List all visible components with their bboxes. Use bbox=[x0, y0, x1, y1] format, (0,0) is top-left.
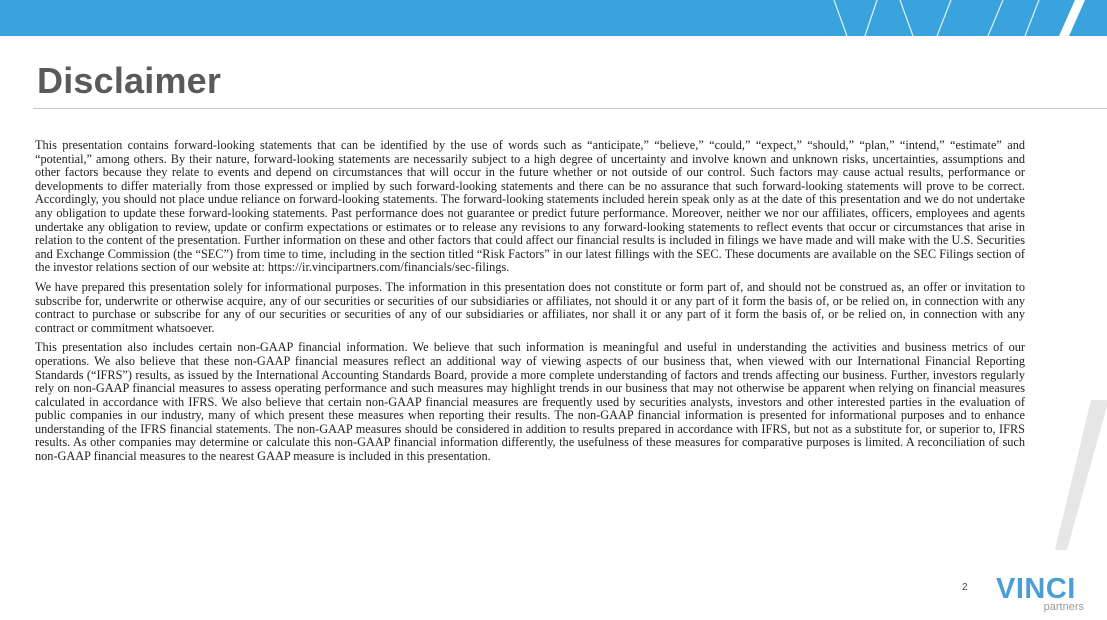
disclaimer-paragraph-informational: We have prepared this presentation solely for informational purposes. The information in this presentation does not constitute or form part of, and should not be construed as, an offer or invitation to subscribe for, underwrite or otherwise acquire, any of our securities or securities of our subsidiaries or affiliates, not should it or any part of it form the basis of, or be relied on, in connection with any contract to purchase or subscribe for any of our securities or securities of any of our subsidiaries or affiliates, nor shall it or any part of it form the basis of, or be relied on, in connection with any contract or commitment whatsoever. bbox=[35, 279, 1025, 335]
vinci-partners-logo bbox=[996, 574, 1088, 614]
logo-wordmark: VINCI bbox=[996, 573, 1076, 605]
header-stripes-decoration bbox=[807, 0, 1107, 36]
page-title: Disclaimer bbox=[37, 60, 222, 101]
logo-subtext: partners bbox=[1043, 601, 1084, 613]
page-number: 2 bbox=[962, 582, 968, 593]
title-divider bbox=[33, 108, 1107, 109]
disclaimer-paragraph-forward-looking: This presentation contains forward-looking statements that can be identified by the use of words such as “anticipate,” “believe,” “could,” “expect,” “should,” “plan,” “intend,” “estimate” and “potential,” among others. By their nature, forward-looking statements are necessarily subject to a high degree of uncertainty and involve known and unknown risks, uncertainties, assumptions and other factors because they relate to events and depend on circumstances that will occur in the future whether or not outside of our control. Such factors may cause actual results, performance or developments to differ materially from those expressed or implied by such forward-looking statements and there can be no assurance that such forward-looking statements will prove to be correct. Accordingly, you should not place undue reliance on forward-looking statements. The forward-looking statements included herein speak only as at the date of this presentation and we do not undertake any obligation to update these forward-looking statements. Past performance does not guarantee or predict future performance. Moreover, neither we nor our affiliates, officers, employees and agents undertake any obligation to review, update or confirm expectations or estimates or to release any revisions to any forward-looking statements to reflect events that occur or circumstances that arise in relation to the content of the presentation. Further information on these and other factors that could affect our financial results is included in filings we have made and will make with the U.S. Securities and Exchange Commission (the “SEC”) from time to time, including in the section titled “Risk Factors” in our latest fillings with the SEC. These documents are available on the SEC Filings section of the investor relations section of our website at: https://ir.vincipartners.com/financials/sec-filings. bbox=[35, 138, 1025, 275]
disclaimer-paragraph-non-gaap: This presentation also includes certain non-GAAP financial information. We believe that such information is meaningful and useful in understanding the activities and business metrics of our operations. We also believe that these non-GAAP financial measures reflect an additional way of viewing aspects of our business that, when viewed with our International Financial Reporting Standards (“IFRS”) results, as issued by the International Accounting Standards Board, provide a more complete understanding of factors and trends affecting our business. Further, investors regularly rely on non-GAAP financial measures to assess operating performance and such measures may highlight trends in our business that may not otherwise be apparent when relying on financial measures calculated in accordance with IFRS. We also believe that certain non-GAAP financial measures are frequently used by securities analysts, investors and other interested parties in the evaluation of public companies in our industry, many of which present these measures when reporting their results. The non-GAAP financial information is presented for informational purposes and to enhance understanding of the IFRS financial statements. The non-GAAP measures should be considered in addition to results prepared in accordance with IFRS, but not as a substitute for, or superior to, IFRS results. As other companies may determine or calculate this non-GAAP financial information differently, the usefulness of these measures for comparative purposes is limited. A reconciliation of such non-GAAP financial measures to the nearest GAAP measure is included in this presentation. bbox=[35, 340, 1025, 464]
header-bar bbox=[0, 0, 1107, 36]
disclaimer-body bbox=[35, 139, 1025, 470]
